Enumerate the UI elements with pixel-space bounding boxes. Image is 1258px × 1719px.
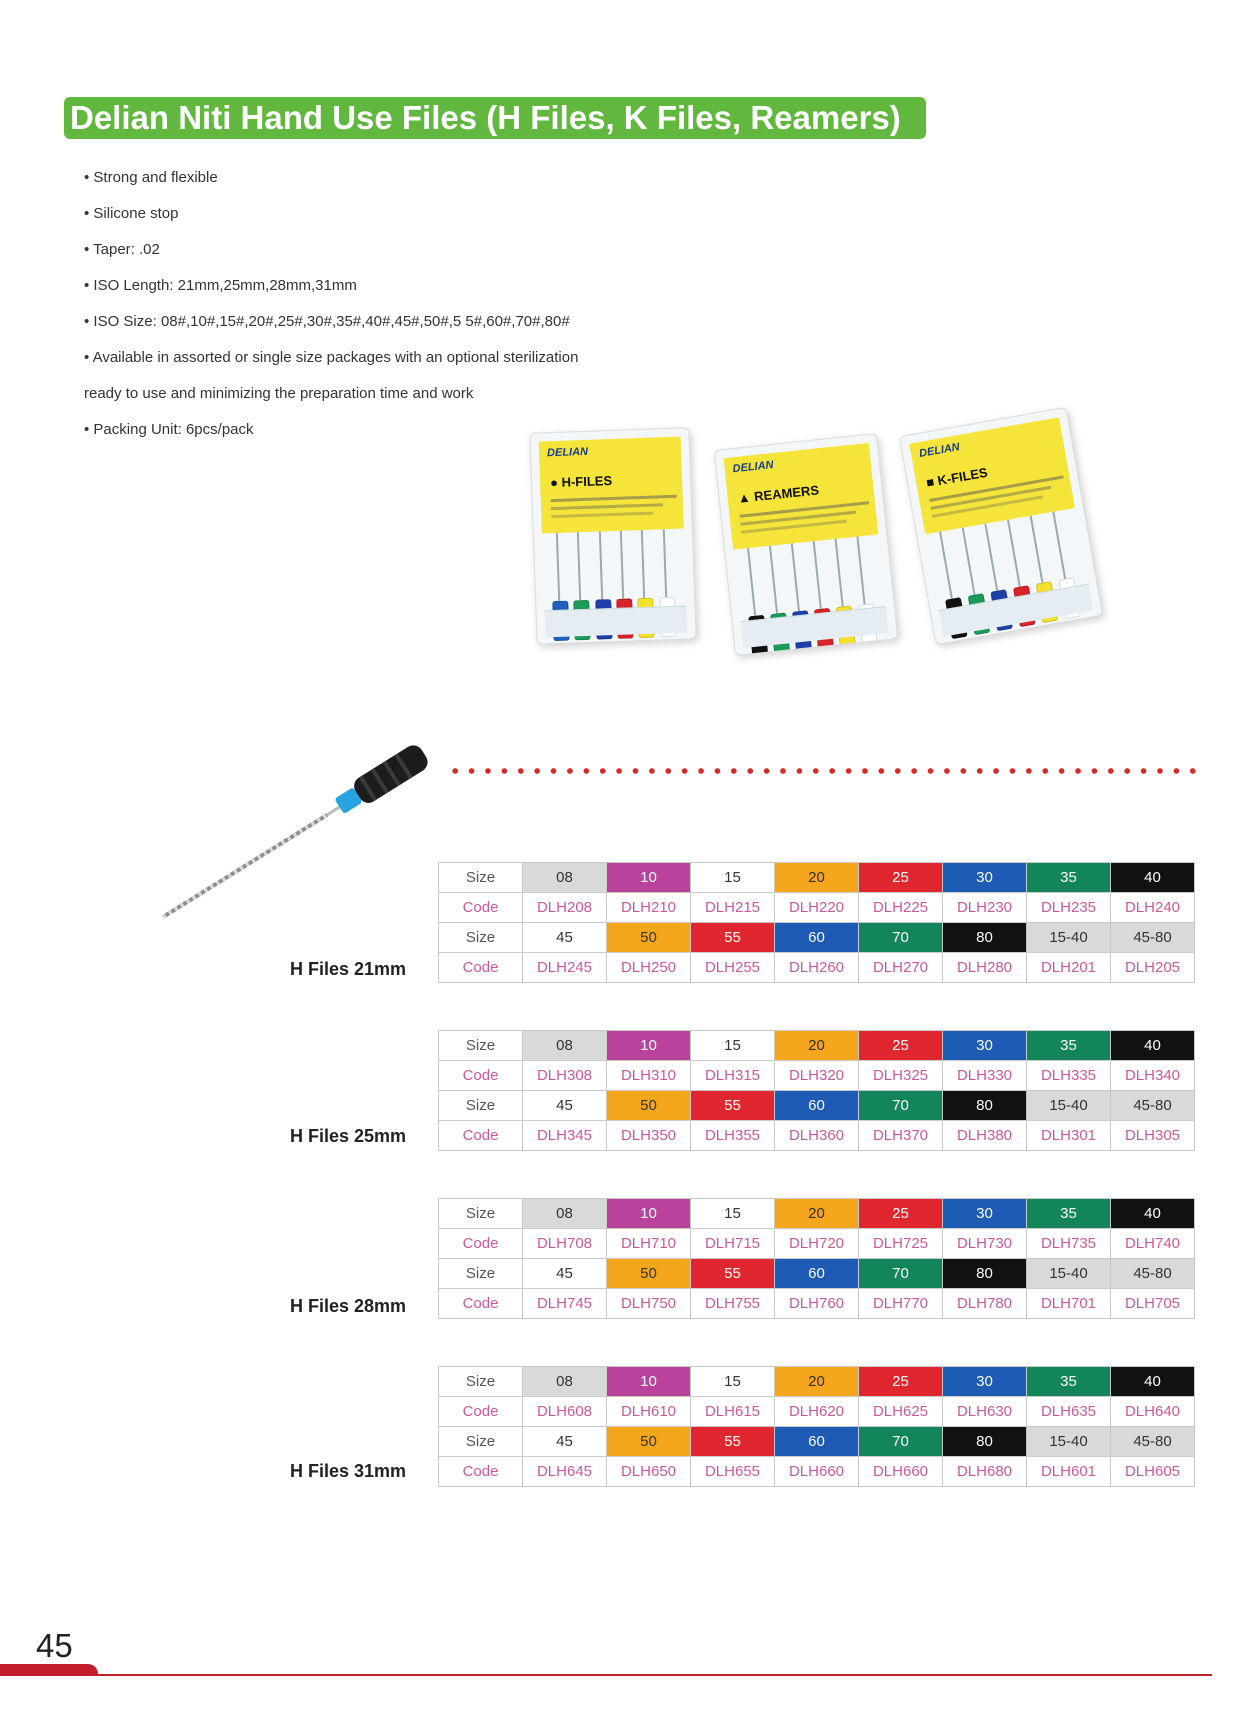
code-row — [439, 1289, 1195, 1319]
size-cell: 15 — [691, 1031, 775, 1061]
code-cell: DLH708 — [523, 1229, 607, 1259]
feature-item: • ISO Size: 08#,10#,15#,20#,25#,30#,35#,40#,45#,50#,5 5#,60#,70#,80# — [84, 313, 570, 330]
size-code-table — [438, 1198, 1195, 1319]
code-cell: DLH715 — [691, 1229, 775, 1259]
size-row — [439, 1427, 1195, 1457]
code-cell: DLH235 — [1027, 893, 1111, 923]
size-cell: 60 — [775, 1091, 859, 1121]
code-cell: DLH335 — [1027, 1061, 1111, 1091]
code-row — [439, 1457, 1195, 1487]
size-cell: 20 — [775, 1031, 859, 1061]
file-needle — [1030, 516, 1044, 583]
size-cell: 40 — [1111, 1199, 1195, 1229]
file-needle — [556, 533, 560, 601]
code-cell: DLH308 — [523, 1061, 607, 1091]
code-cell: DLH245 — [523, 953, 607, 983]
feature-item: • Silicone stop — [84, 205, 179, 222]
size-cell: 20 — [775, 863, 859, 893]
size-cell: 15 — [691, 863, 775, 893]
size-cell: 55 — [691, 1259, 775, 1289]
code-cell: DLH250 — [607, 953, 691, 983]
code-cell: DLH640 — [1111, 1397, 1195, 1427]
code-row — [439, 1229, 1195, 1259]
size-cell: 25 — [859, 1031, 943, 1061]
code-cell: DLH620 — [775, 1397, 859, 1427]
h-file-instrument-icon — [155, 735, 455, 925]
code-cell: DLH208 — [523, 893, 607, 923]
package-base — [545, 605, 688, 637]
size-cell: 45-80 — [1111, 923, 1195, 953]
label-text-line — [551, 512, 653, 519]
code-cell: DLH615 — [691, 1397, 775, 1427]
file-needle — [813, 541, 822, 609]
size-cell: 50 — [607, 923, 691, 953]
package-brand: DELIAN — [918, 441, 961, 461]
size-cell: 45-80 — [1111, 1091, 1195, 1121]
code-cell: DLH720 — [775, 1229, 859, 1259]
file-needle — [598, 531, 602, 599]
size-cell: 45 — [523, 1427, 607, 1457]
size-code-table — [438, 1366, 1195, 1487]
code-cell: DLH305 — [1111, 1121, 1195, 1151]
size-cell: 45-80 — [1111, 1259, 1195, 1289]
page-title: Delian Niti Hand Use Files (H Files, K Files, Reamers) — [64, 97, 926, 139]
size-cell: 08 — [523, 1199, 607, 1229]
code-cell: DLH325 — [859, 1061, 943, 1091]
size-cell: 50 — [607, 1091, 691, 1121]
row-header: Code — [439, 1061, 523, 1091]
code-row — [439, 1121, 1195, 1151]
size-cell: 40 — [1111, 1367, 1195, 1397]
row-header: Size — [439, 1259, 523, 1289]
code-cell: DLH660 — [859, 1457, 943, 1487]
file-needle — [791, 543, 800, 611]
size-cell: 30 — [943, 1199, 1027, 1229]
size-cell: 15-40 — [1027, 1091, 1111, 1121]
size-code-table — [438, 862, 1195, 983]
code-cell: DLH210 — [607, 893, 691, 923]
size-code-table — [438, 1030, 1195, 1151]
code-cell: DLH680 — [943, 1457, 1027, 1487]
size-cell: 60 — [775, 1427, 859, 1457]
code-cell: DLH701 — [1027, 1289, 1111, 1319]
row-header: Size — [439, 923, 523, 953]
size-cell: 08 — [523, 863, 607, 893]
size-cell: 60 — [775, 923, 859, 953]
code-cell: DLH780 — [943, 1289, 1027, 1319]
code-cell: DLH230 — [943, 893, 1027, 923]
size-cell: 10 — [607, 1199, 691, 1229]
code-cell: DLH601 — [1027, 1457, 1111, 1487]
size-cell: 40 — [1111, 863, 1195, 893]
size-cell: 25 — [859, 863, 943, 893]
code-cell: DLH625 — [859, 1397, 943, 1427]
file-needle — [769, 546, 778, 614]
code-cell: DLH340 — [1111, 1061, 1195, 1091]
feature-item: • Available in assorted or single size packages with an optional sterilization — [84, 349, 579, 366]
file-needle — [856, 536, 865, 604]
feature-item: • Packing Unit: 6pcs/pack — [84, 421, 254, 438]
code-cell: DLH225 — [859, 893, 943, 923]
table-label: H Files 21mm — [290, 959, 407, 979]
file-needle — [577, 532, 581, 600]
code-cell: DLH735 — [1027, 1229, 1111, 1259]
code-cell: DLH360 — [775, 1121, 859, 1151]
code-cell: DLH770 — [859, 1289, 943, 1319]
size-cell: 70 — [859, 923, 943, 953]
size-cell: 15-40 — [1027, 923, 1111, 953]
code-cell: DLH315 — [691, 1061, 775, 1091]
code-cell: DLH710 — [607, 1229, 691, 1259]
package-brand: DELIAN — [732, 458, 775, 476]
package-type: ■ K-FILES — [925, 464, 989, 491]
size-cell: 25 — [859, 1199, 943, 1229]
size-cell: 15-40 — [1027, 1259, 1111, 1289]
package-brand: DELIAN — [546, 445, 589, 460]
size-cell: 70 — [859, 1427, 943, 1457]
code-cell: DLH660 — [775, 1457, 859, 1487]
size-cell: 25 — [859, 1367, 943, 1397]
file-needle — [1052, 512, 1066, 579]
size-cell: 50 — [607, 1259, 691, 1289]
code-cell: DLH330 — [943, 1061, 1027, 1091]
code-cell: DLH205 — [1111, 953, 1195, 983]
code-cell: DLH370 — [859, 1121, 943, 1151]
feature-item: • Strong and flexible — [84, 169, 218, 186]
size-cell: 80 — [943, 1427, 1027, 1457]
code-row — [439, 1061, 1195, 1091]
page-number: 45 — [36, 1627, 73, 1664]
size-cell: 15 — [691, 1367, 775, 1397]
code-row — [439, 893, 1195, 923]
size-cell: 10 — [607, 1031, 691, 1061]
code-cell: DLH750 — [607, 1289, 691, 1319]
product-package — [529, 427, 696, 644]
dotted-divider — [447, 766, 1197, 776]
size-cell: 10 — [607, 863, 691, 893]
code-cell: DLH280 — [943, 953, 1027, 983]
row-header: Size — [439, 1199, 523, 1229]
code-cell: DLH320 — [775, 1061, 859, 1091]
code-row — [439, 953, 1195, 983]
package-type: ▲ REAMERS — [737, 482, 820, 506]
size-cell: 80 — [943, 1091, 1027, 1121]
code-cell: DLH760 — [775, 1289, 859, 1319]
file-needle — [1007, 520, 1021, 587]
size-cell: 30 — [943, 1367, 1027, 1397]
code-cell: DLH380 — [943, 1121, 1027, 1151]
size-cell: 55 — [691, 1091, 775, 1121]
code-cell: DLH255 — [691, 953, 775, 983]
size-row — [439, 1199, 1195, 1229]
size-cell: 20 — [775, 1367, 859, 1397]
size-cell: 45-80 — [1111, 1427, 1195, 1457]
size-cell: 35 — [1027, 1367, 1111, 1397]
code-cell: DLH630 — [943, 1397, 1027, 1427]
feature-item: ready to use and minimizing the preparation time and work — [84, 385, 474, 402]
size-cell: 45 — [523, 1091, 607, 1121]
code-cell: DLH240 — [1111, 893, 1195, 923]
code-row — [439, 1397, 1195, 1427]
size-cell: 30 — [943, 1031, 1027, 1061]
table-label: H Files 28mm — [290, 1296, 407, 1316]
code-cell: DLH655 — [691, 1457, 775, 1487]
code-cell: DLH220 — [775, 893, 859, 923]
row-header: Code — [439, 893, 523, 923]
size-cell: 80 — [943, 923, 1027, 953]
size-cell: 35 — [1027, 863, 1111, 893]
row-header: Size — [439, 1031, 523, 1061]
row-header: Code — [439, 1457, 523, 1487]
size-row — [439, 1031, 1195, 1061]
package-label — [724, 443, 879, 550]
table-label: H Files 31mm — [290, 1461, 407, 1481]
size-cell: 08 — [523, 1367, 607, 1397]
code-cell: DLH645 — [523, 1457, 607, 1487]
size-cell: 20 — [775, 1199, 859, 1229]
package-label — [539, 437, 684, 534]
size-cell: 70 — [859, 1259, 943, 1289]
package-label — [909, 417, 1075, 534]
size-cell: 35 — [1027, 1031, 1111, 1061]
size-cell: 08 — [523, 1031, 607, 1061]
file-needle — [939, 531, 953, 598]
size-row — [439, 1259, 1195, 1289]
size-cell: 30 — [943, 863, 1027, 893]
size-cell: 55 — [691, 923, 775, 953]
size-cell: 55 — [691, 1427, 775, 1457]
size-row — [439, 1091, 1195, 1121]
size-cell: 15 — [691, 1199, 775, 1229]
code-cell: DLH610 — [607, 1397, 691, 1427]
feature-item: • Taper: .02 — [84, 241, 160, 258]
label-text-line — [551, 503, 663, 510]
row-header: Size — [439, 1091, 523, 1121]
code-cell: DLH270 — [859, 953, 943, 983]
row-header: Code — [439, 953, 523, 983]
feature-list — [84, 168, 724, 456]
row-header: Code — [439, 1229, 523, 1259]
size-cell: 70 — [859, 1091, 943, 1121]
feature-item: • ISO Length: 21mm,25mm,28mm,31mm — [84, 277, 357, 294]
code-cell: DLH608 — [523, 1397, 607, 1427]
size-cell: 80 — [943, 1259, 1027, 1289]
footer-line — [0, 1674, 1212, 1676]
file-needle — [662, 529, 666, 597]
size-cell: 15-40 — [1027, 1427, 1111, 1457]
code-cell: DLH705 — [1111, 1289, 1195, 1319]
file-needle — [747, 548, 756, 616]
table-label: H Files 25mm — [290, 1126, 407, 1146]
size-cell: 45 — [523, 1259, 607, 1289]
code-cell: DLH650 — [607, 1457, 691, 1487]
product-package — [899, 407, 1103, 645]
file-needle — [641, 530, 645, 598]
file-needle — [620, 531, 624, 599]
file-needle — [835, 539, 844, 607]
code-cell: DLH215 — [691, 893, 775, 923]
code-cell: DLH301 — [1027, 1121, 1111, 1151]
code-cell: DLH260 — [775, 953, 859, 983]
code-cell: DLH350 — [607, 1121, 691, 1151]
size-row — [439, 863, 1195, 893]
code-cell: DLH355 — [691, 1121, 775, 1151]
product-package — [714, 433, 899, 656]
size-cell: 45 — [523, 923, 607, 953]
size-cell: 60 — [775, 1259, 859, 1289]
row-header: Size — [439, 863, 523, 893]
code-cell: DLH725 — [859, 1229, 943, 1259]
code-cell: DLH635 — [1027, 1397, 1111, 1427]
file-needle — [962, 528, 976, 595]
code-cell: DLH605 — [1111, 1457, 1195, 1487]
size-row — [439, 1367, 1195, 1397]
size-cell: 50 — [607, 1427, 691, 1457]
code-cell: DLH740 — [1111, 1229, 1195, 1259]
code-cell: DLH310 — [607, 1061, 691, 1091]
row-header: Code — [439, 1289, 523, 1319]
code-cell: DLH745 — [523, 1289, 607, 1319]
row-header: Size — [439, 1367, 523, 1397]
file-needle — [984, 524, 998, 591]
size-row — [439, 923, 1195, 953]
size-cell: 40 — [1111, 1031, 1195, 1061]
package-type: ● H-FILES — [549, 473, 613, 491]
code-cell: DLH755 — [691, 1289, 775, 1319]
row-header: Code — [439, 1121, 523, 1151]
row-header: Code — [439, 1397, 523, 1427]
code-cell: DLH201 — [1027, 953, 1111, 983]
size-cell: 10 — [607, 1367, 691, 1397]
size-cell: 35 — [1027, 1199, 1111, 1229]
label-text-line — [551, 495, 677, 502]
code-cell: DLH730 — [943, 1229, 1027, 1259]
code-cell: DLH345 — [523, 1121, 607, 1151]
row-header: Size — [439, 1427, 523, 1457]
